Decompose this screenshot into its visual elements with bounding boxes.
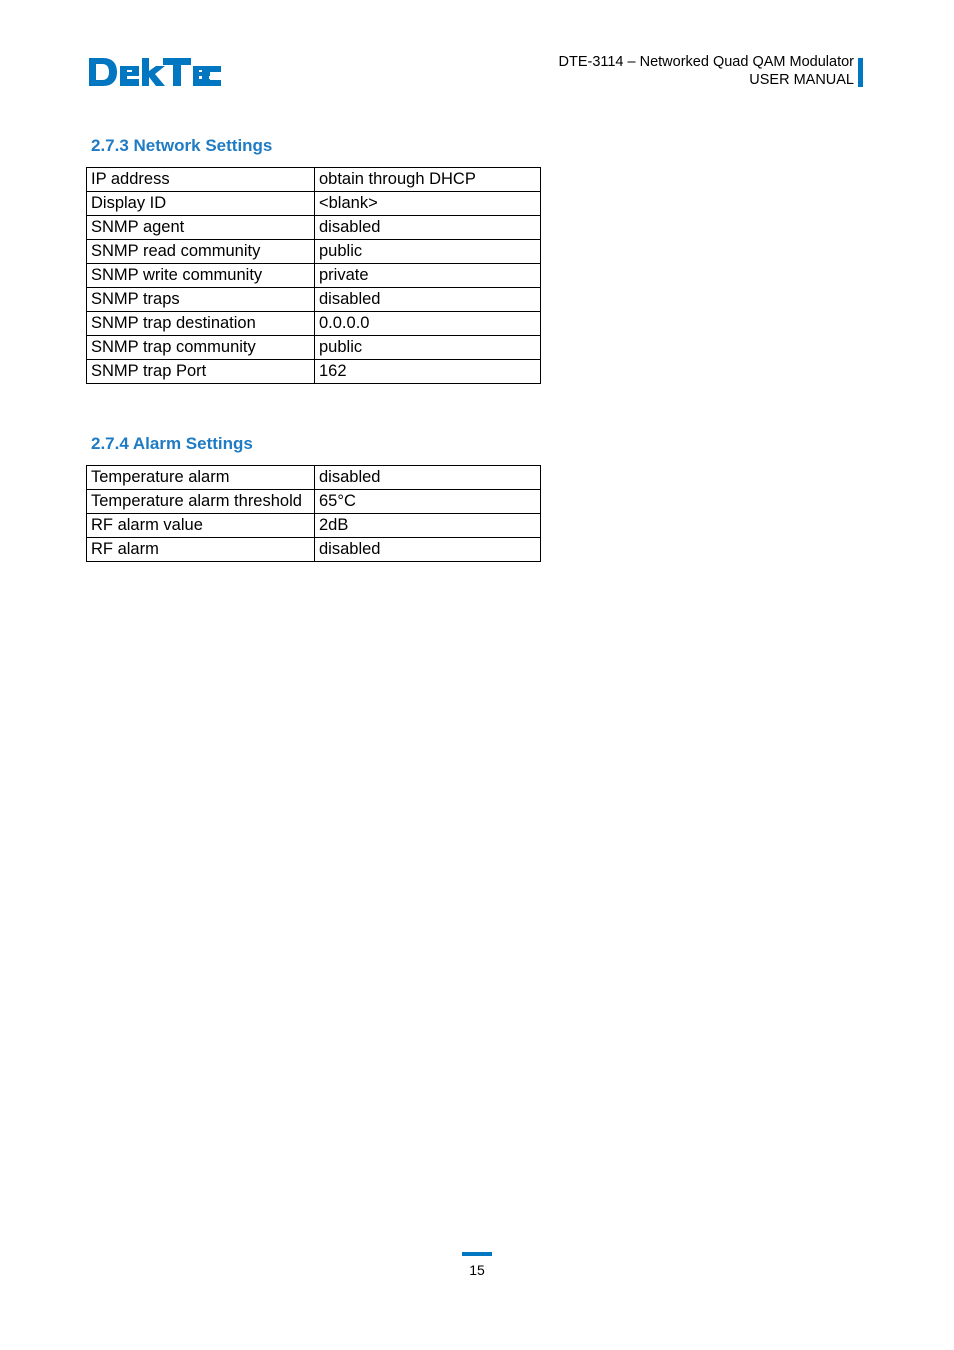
setting-value: private <box>315 264 541 288</box>
section-heading-network-settings: 2.7.3 Network Settings <box>91 136 273 155</box>
table-row <box>87 466 541 490</box>
setting-name: SNMP write community <box>87 264 315 288</box>
setting-name: SNMP agent <box>87 216 315 240</box>
setting-value: public <box>315 240 541 264</box>
document-title: DTE-3114 – Networked Quad QAM Modulator <box>558 54 854 70</box>
setting-name: Temperature alarm <box>87 466 315 490</box>
table-row <box>87 264 541 288</box>
setting-value: disabled <box>315 216 541 240</box>
footer-accent-bar <box>462 1252 492 1256</box>
table-row <box>87 514 541 538</box>
setting-name: IP address <box>87 168 315 192</box>
network-settings-table <box>86 167 541 384</box>
setting-value: obtain through DHCP <box>315 168 541 192</box>
setting-value: public <box>315 336 541 360</box>
table-row <box>87 360 541 384</box>
setting-value: 65°C <box>315 490 541 514</box>
section-heading-alarm-settings: 2.7.4 Alarm Settings <box>91 434 253 453</box>
table-row <box>87 240 541 264</box>
document-header <box>558 53 854 89</box>
setting-value: disabled <box>315 538 541 562</box>
setting-name: SNMP trap destination <box>87 312 315 336</box>
table-row <box>87 168 541 192</box>
setting-name: RF alarm value <box>87 514 315 538</box>
setting-value: disabled <box>315 466 541 490</box>
header-accent-bar <box>858 58 863 87</box>
setting-value: <blank> <box>315 192 541 216</box>
document-subtitle: USER MANUAL <box>749 72 854 88</box>
table-row <box>87 288 541 312</box>
setting-name: SNMP traps <box>87 288 315 312</box>
setting-name: RF alarm <box>87 538 315 562</box>
setting-name: SNMP trap community <box>87 336 315 360</box>
setting-value: disabled <box>315 288 541 312</box>
table-row <box>87 538 541 562</box>
setting-name: Temperature alarm threshold <box>87 490 315 514</box>
table-row <box>87 490 541 514</box>
svg-text:DekTec: DekTec <box>89 54 93 55</box>
table-row <box>87 216 541 240</box>
table-row <box>87 336 541 360</box>
setting-name: Display ID <box>87 192 315 216</box>
dektec-logo <box>89 54 221 88</box>
table-row <box>87 312 541 336</box>
alarm-settings-table <box>86 465 541 562</box>
table-row <box>87 192 541 216</box>
setting-value: 0.0.0.0 <box>315 312 541 336</box>
setting-name: SNMP read community <box>87 240 315 264</box>
setting-value: 2dB <box>315 514 541 538</box>
setting-value: 162 <box>315 360 541 384</box>
page-number: 15 <box>469 1262 485 1278</box>
setting-name: SNMP trap Port <box>87 360 315 384</box>
